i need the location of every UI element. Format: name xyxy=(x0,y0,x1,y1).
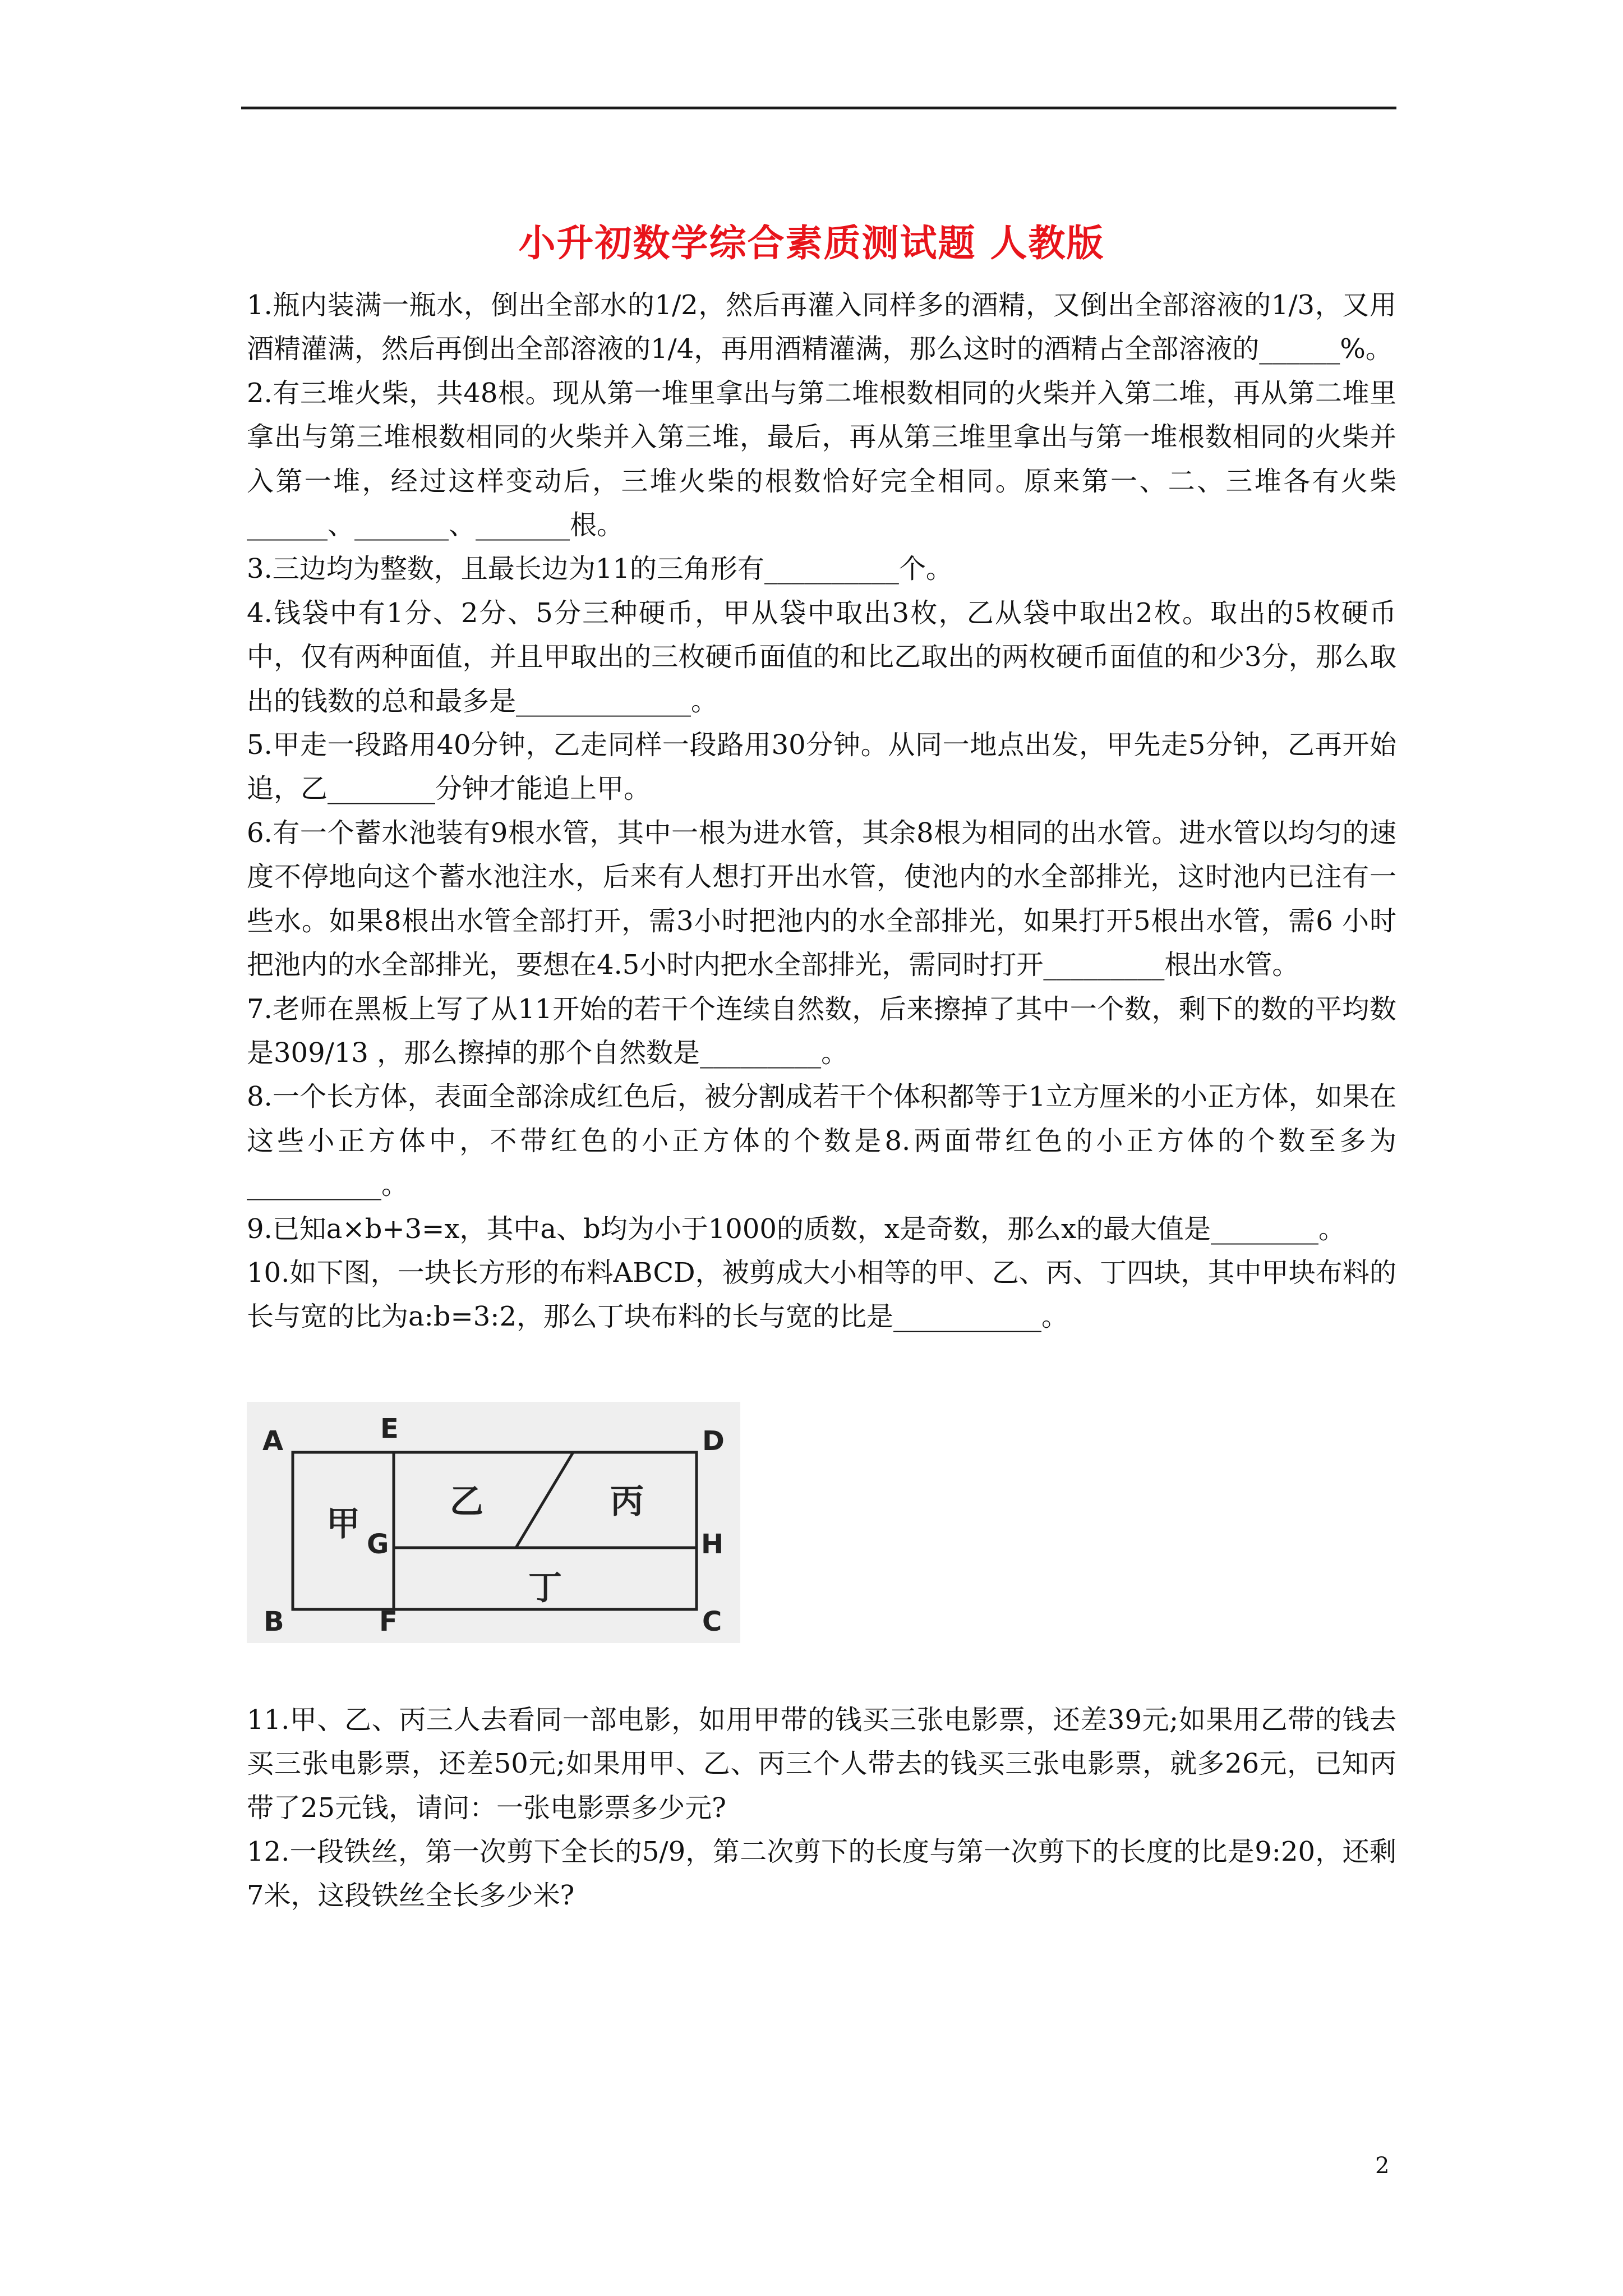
header-rule xyxy=(241,107,1396,109)
diagonal-cut-line xyxy=(516,1452,573,1548)
question-8: 8.一个长方体，表面全部涂成红色后，被分割成若干个体积都等于1立方厘米的小正方体，如果在这些小正方体中，不带红色的小正方体的个数是8.两面带红色的小正方体的个数至多为__________。 xyxy=(247,1081,1396,1201)
label-e: E xyxy=(380,1412,399,1444)
question-1: 1.瓶内装满一瓶水，倒出全部水的1/2，然后再灌入同样多的酒精，又倒出全部溶液的1/3，又用酒精灌满，然后再倒出全部溶液的1/4，再用酒精灌满，那么这时的酒精占全部溶液的______%。 xyxy=(247,289,1396,365)
question-7: 7.老师在黑板上写了从11开始的若干个连续自然数，后来擦掉了其中一个数，剩下的数的平均数是309/13 ，那么擦掉的那个自然数是_________。 xyxy=(247,993,1396,1069)
label-b: B xyxy=(264,1605,284,1637)
question-11: 11.甲、乙、丙三人去看同一部电影，如用甲带的钱买三张电影票，还差39元;如果用乙带的钱去买三张电影票，还差50元;如果用甲、乙、丙三个人带去的钱买三张电影票，就多26元，已知丙带了25元钱，请问：一张电影票多少元? xyxy=(247,1704,1396,1824)
label-c: C xyxy=(702,1605,722,1637)
question-2: 2.有三堆火柴，共48根。现从第一堆里拿出与第二堆根数相同的火柴并入第二堆，再从第二堆里拿出与第三堆根数相同的火柴并入第三堆，最后，再从第三堆里拿出与第一堆根数相同的火柴并入第一堆，经过这样变动后，三堆火柴的根数恰好完全相同。原来第一、二、三堆各有火柴 ______、_______、_______根。 xyxy=(247,377,1396,541)
label-yi: 乙 xyxy=(450,1481,483,1521)
label-h: H xyxy=(701,1528,724,1560)
question-6: 6.有一个蓄水池装有9根水管，其中一根为进水管，其余8根为相同的出水管。进水管以均匀的速度不停地向这个蓄水池注水，后来有人想打开出水管，使池内的水全部排光，这时池内已注有一些水。如果8根出水管全部打开，需3小时把池内的水全部排光，如果打开5根出水管，需6 小时把池内的水全部排光，要想在4.5小时内把水全部排光，需同时打开_________根出水管。 xyxy=(247,817,1396,981)
label-a: A xyxy=(262,1425,284,1457)
label-jia: 甲 xyxy=(326,1504,360,1544)
question-9: 9.已知a×b+3=x，其中a、b均为小于1000的质数，x是奇数，那么x的最大值是________。 xyxy=(247,1213,1346,1245)
question-12: 12.一段铁丝，第一次剪下全长的5/9，第二次剪下的长度与第一次剪下的长度的比是9:20，还剩7米，这段铁丝全长多少米? xyxy=(247,1835,1396,1912)
question-3: 3.三边均为整数，且最长边为11的三角形有__________个。 xyxy=(247,553,953,585)
question-4: 4.钱袋中有1分、2分、5分三种硬币，甲从袋中取出3枚，乙从袋中取出2枚。取出的5枚硬币中，仅有两种面值，并且甲取出的三枚硬币面值的和比乙取出的两枚硬币面值的和少3分，那么取出的钱数的总和最多是_____________。 xyxy=(247,597,1396,717)
fabric-cut-figure xyxy=(247,1402,740,1643)
label-g: G xyxy=(367,1528,389,1560)
label-ding: 丁 xyxy=(528,1568,562,1608)
label-bing: 丙 xyxy=(610,1481,644,1521)
label-f: F xyxy=(379,1605,398,1637)
document-body xyxy=(247,283,1396,1918)
page-number: 2 xyxy=(1375,2153,1390,2179)
question-5: 5.甲走一段路用40分钟，乙走同样一段路用30分钟。从同一地点出发，甲先走5分钟，乙再开始追，乙________分钟才能追上甲。 xyxy=(247,729,1396,805)
label-d: D xyxy=(702,1425,725,1457)
question-10: 10.如下图，一块长方形的布料ABCD，被剪成大小相等的甲、乙、丙、丁四块，其中甲块布料的长与宽的比为a:b=3:2，那么丁块布料的长与宽的比是___________。 xyxy=(247,1257,1396,1333)
fabric-diagram xyxy=(247,1402,740,1643)
page-title: 小升初数学综合素质测试题 人教版 xyxy=(518,221,1105,265)
